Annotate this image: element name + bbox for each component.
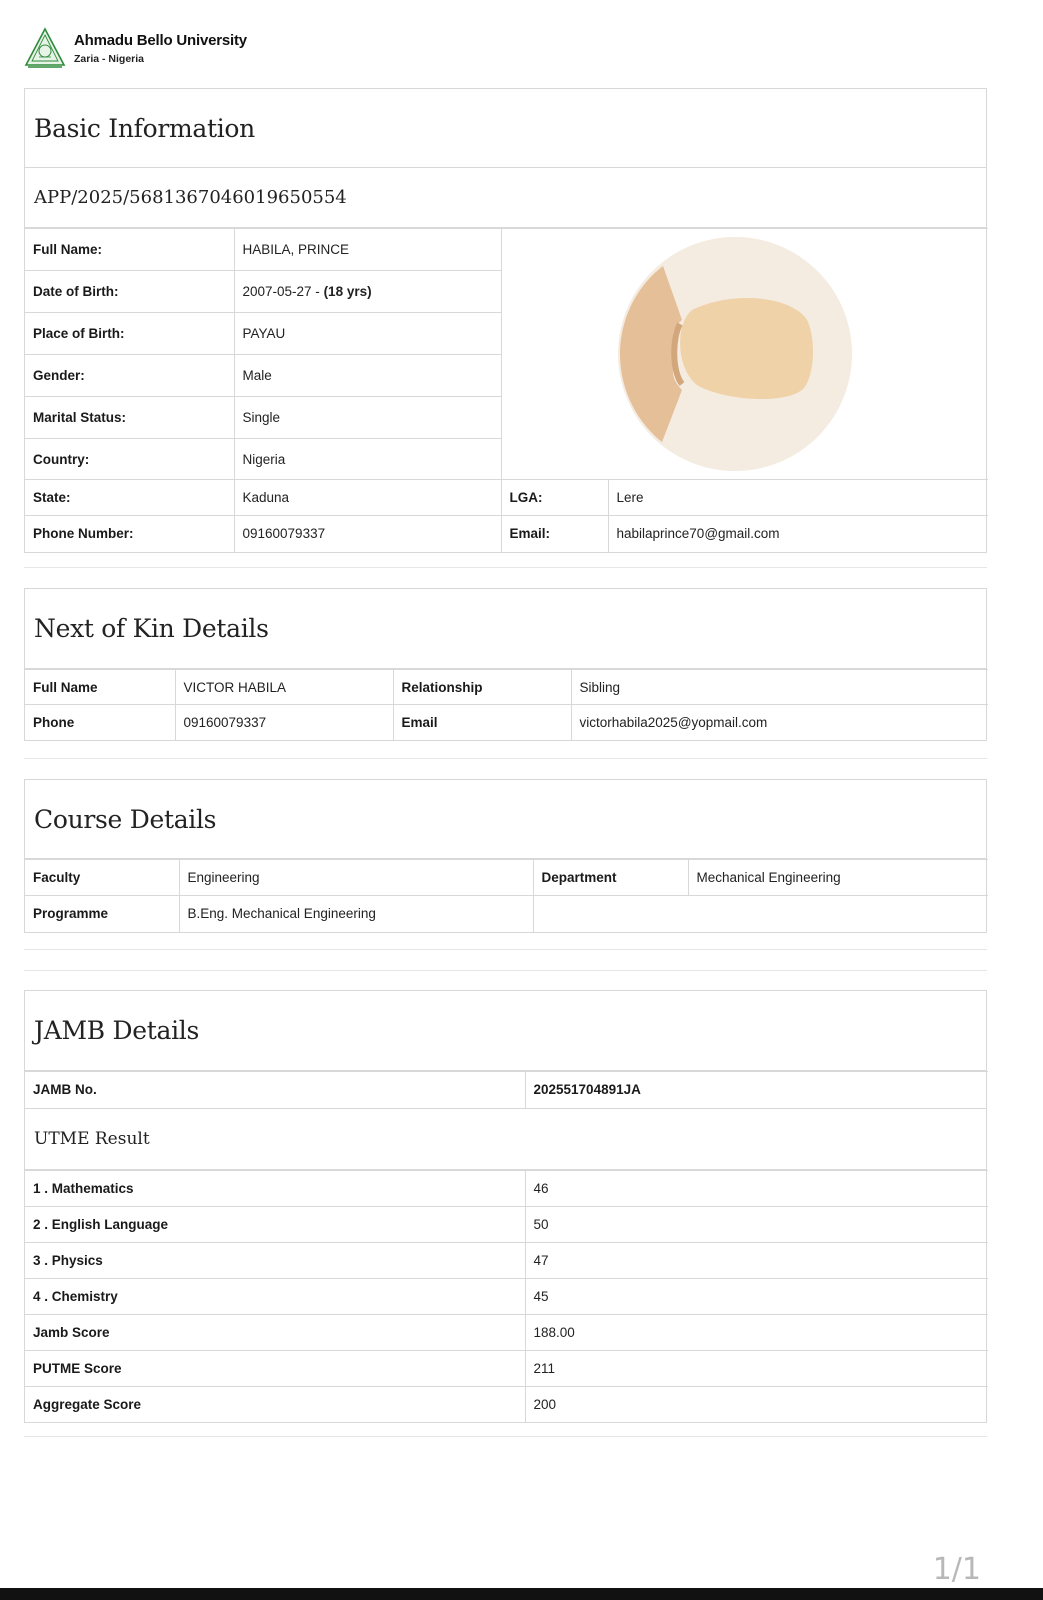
marital-status-label: Marital Status: xyxy=(25,397,234,439)
pob-label: Place of Birth: xyxy=(25,313,234,355)
kin-full-name-label: Full Name xyxy=(25,670,175,705)
next-of-kin-title: Next of Kin Details xyxy=(25,589,986,669)
empty-cell xyxy=(533,896,988,932)
utme-row-value: 188.00 xyxy=(525,1314,988,1350)
utme-result-table xyxy=(25,1170,988,1423)
basic-information-card xyxy=(24,88,987,553)
divider xyxy=(24,567,987,568)
utme-row-label: Jamb Score xyxy=(25,1314,525,1350)
utme-row-value: 47 xyxy=(525,1242,988,1278)
utme-row-label: 2 . English Language xyxy=(25,1206,525,1242)
kin-relationship-value: Sibling xyxy=(571,670,988,705)
programme-value: B.Eng. Mechanical Engineering xyxy=(179,896,533,932)
divider xyxy=(24,970,987,971)
dob-date: 2007-05-27 - xyxy=(242,284,324,299)
department-value: Mechanical Engineering xyxy=(688,860,988,896)
course-details-table xyxy=(25,859,988,932)
table-row xyxy=(25,1314,988,1350)
country-label: Country: xyxy=(25,439,234,480)
passport-photo xyxy=(501,229,988,480)
utme-row-value: 46 xyxy=(525,1170,988,1206)
university-logo-icon xyxy=(24,27,66,69)
basic-information-table xyxy=(25,228,988,552)
table-row xyxy=(25,1350,988,1386)
utme-row-label: 3 . Physics xyxy=(25,1242,525,1278)
utme-row-label: 4 . Chemistry xyxy=(25,1278,525,1314)
table-row xyxy=(25,1278,988,1314)
table-row xyxy=(25,896,988,932)
email-value: habilaprince70@gmail.com xyxy=(608,516,988,552)
phone-value: 09160079337 xyxy=(234,516,501,552)
table-row xyxy=(25,705,988,740)
basic-information-title: Basic Information xyxy=(25,89,986,168)
state-label: State: xyxy=(25,480,234,516)
course-details-card xyxy=(24,779,987,933)
divider xyxy=(24,1436,987,1437)
table-row xyxy=(25,1072,988,1108)
kin-email-label: Email xyxy=(393,705,571,740)
country-value: Nigeria xyxy=(234,439,501,480)
table-row xyxy=(25,1206,988,1242)
kin-full-name-value: VICTOR HABILA xyxy=(175,670,393,705)
email-label: Email: xyxy=(501,516,608,552)
next-of-kin-table xyxy=(25,669,988,740)
divider xyxy=(24,949,987,950)
jamb-details-card xyxy=(24,990,987,1423)
page-indicator: 1/1 xyxy=(932,1552,981,1587)
table-row xyxy=(25,1170,988,1206)
table-row xyxy=(25,1386,988,1422)
table-row xyxy=(25,860,988,896)
dob-value xyxy=(234,271,501,313)
programme-label: Programme xyxy=(25,896,179,932)
kin-relationship-label: Relationship xyxy=(393,670,571,705)
dob-label: Date of Birth: xyxy=(25,271,234,313)
utme-row-label: PUTME Score xyxy=(25,1350,525,1386)
utme-row-value: 50 xyxy=(525,1206,988,1242)
table-row xyxy=(25,480,988,516)
pob-value: PAYAU xyxy=(234,313,501,355)
passport-photo-image xyxy=(502,230,968,478)
utme-row-label: 1 . Mathematics xyxy=(25,1170,525,1206)
table-row xyxy=(25,1242,988,1278)
faculty-value: Engineering xyxy=(179,860,533,896)
jamb-details-title: JAMB Details xyxy=(25,991,986,1071)
kin-phone-label: Phone xyxy=(25,705,175,740)
university-header xyxy=(24,26,247,70)
kin-phone-value: 09160079337 xyxy=(175,705,393,740)
state-value: Kaduna xyxy=(234,480,501,516)
department-label: Department xyxy=(533,860,688,896)
utme-row-label: Aggregate Score xyxy=(25,1386,525,1422)
bottom-bar xyxy=(0,1588,1043,1600)
gender-label: Gender: xyxy=(25,355,234,397)
university-location: Zaria - Nigeria xyxy=(74,52,145,65)
utme-row-value: 211 xyxy=(525,1350,988,1386)
jamb-number-table xyxy=(25,1071,988,1108)
course-details-title: Course Details xyxy=(25,780,986,859)
kin-email-value: victorhabila2025@yopmail.com xyxy=(571,705,988,740)
full-name-value: HABILA, PRINCE xyxy=(234,229,501,271)
application-number: APP/2025/5681367046019650554 xyxy=(25,168,986,228)
phone-label: Phone Number: xyxy=(25,516,234,552)
utme-row-value: 45 xyxy=(525,1278,988,1314)
table-row xyxy=(25,229,988,271)
utme-result-title: UTME Result xyxy=(25,1108,986,1170)
divider xyxy=(24,758,987,759)
table-row xyxy=(25,670,988,705)
age-value: (18 yrs) xyxy=(323,284,372,299)
utme-row-value: 200 xyxy=(525,1386,988,1422)
full-name-label: Full Name: xyxy=(25,229,234,271)
lga-value: Lere xyxy=(608,480,988,516)
jamb-number-label: JAMB No. xyxy=(25,1072,525,1108)
table-row xyxy=(25,516,988,552)
gender-value: Male xyxy=(234,355,501,397)
marital-status-value: Single xyxy=(234,397,501,439)
jamb-number-value: 202551704891JA xyxy=(525,1072,988,1108)
faculty-label: Faculty xyxy=(25,860,179,896)
lga-label: LGA: xyxy=(501,480,608,516)
university-name: Ahmadu Bello University xyxy=(74,31,247,49)
next-of-kin-card xyxy=(24,588,987,741)
